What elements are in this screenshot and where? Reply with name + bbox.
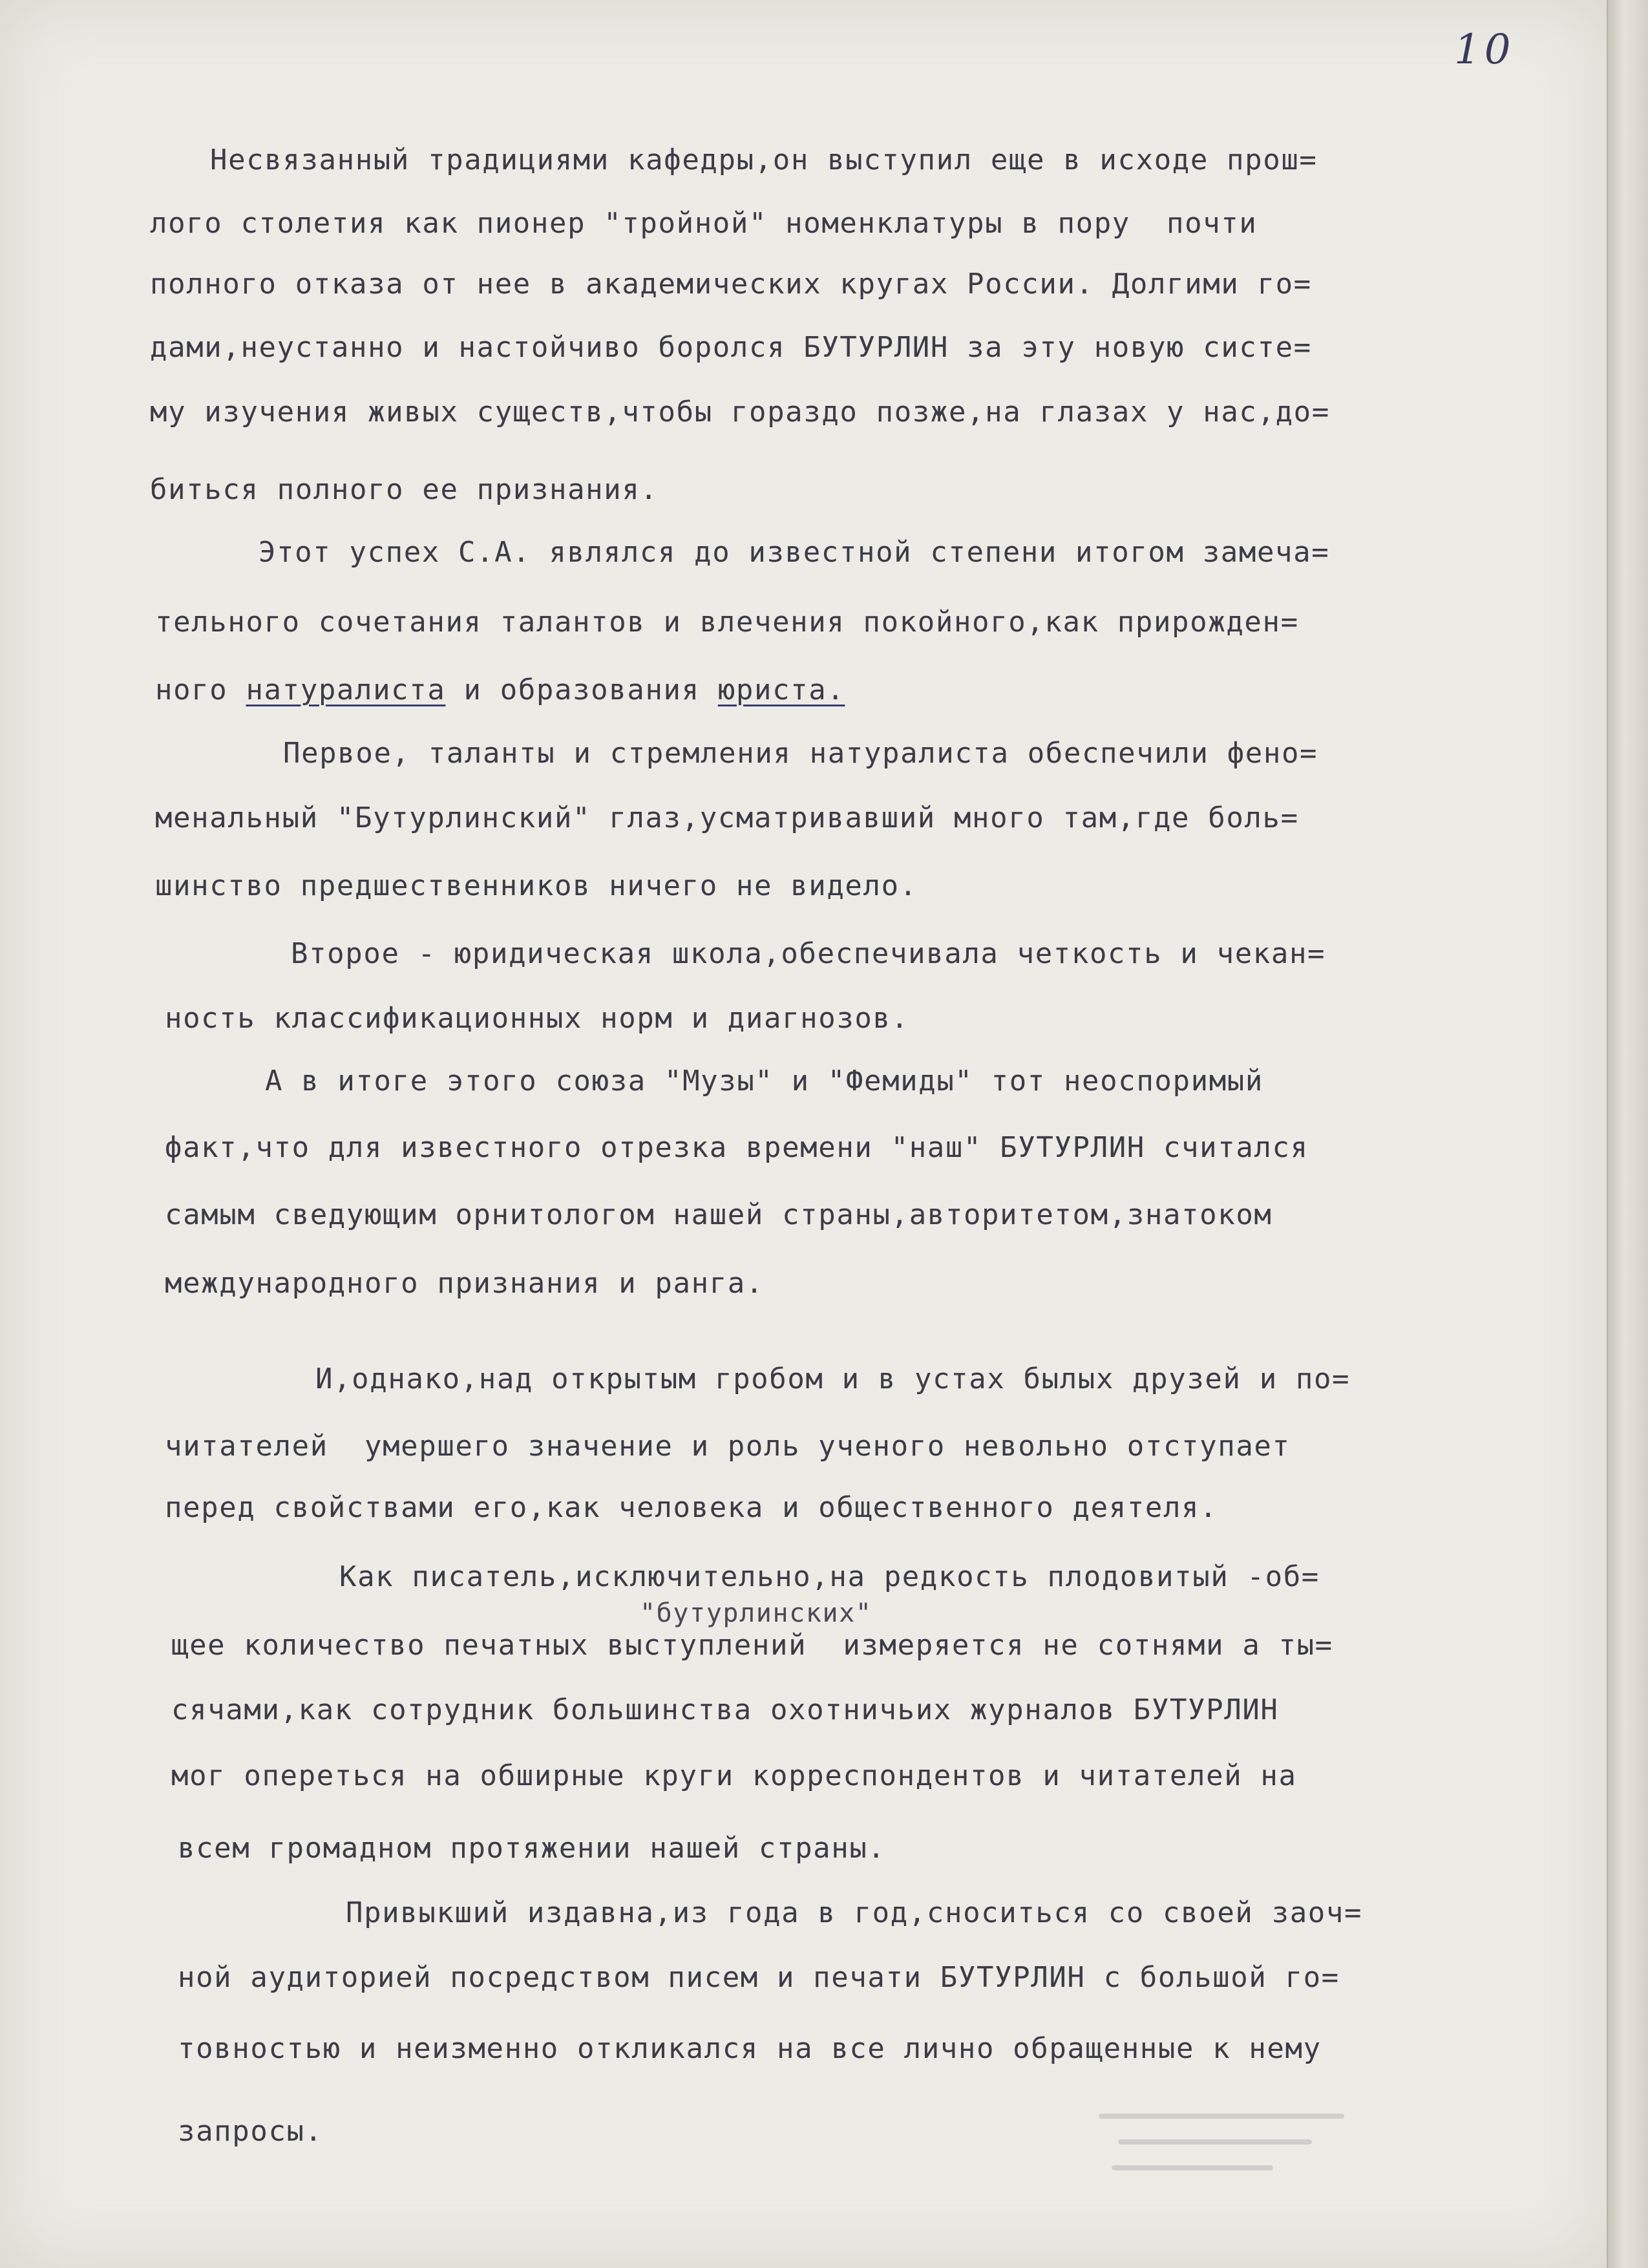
text-line: Этот успех С.А. являлся до известной степени итогом замеча= (259, 536, 1330, 569)
text-line: перед свойствами его,как человека и общественного деятеля. (165, 1491, 1218, 1524)
text-line: полного отказа от нее в академических кругах России. Долгими го= (150, 268, 1312, 301)
text-line: запросы. (178, 2115, 323, 2148)
stamp-mark (1112, 2165, 1273, 2170)
text-line: ной аудиторией посредством писем и печати БУТУРЛИН с большой го= (178, 1961, 1340, 1994)
text-line: факт,что для известного отрезка времени "наш" БУТУРЛИН считался (165, 1131, 1309, 1164)
underlined-word-lawyer: юриста. (717, 673, 845, 706)
text-line: ность классификационных норм и диагнозов. (165, 1002, 909, 1035)
text-line: мог опереться на обширные круги корреспондентов и читателей на (171, 1759, 1297, 1792)
text-line: Как писатель,исключительно,на редкость плодовитый -об= (339, 1560, 1320, 1593)
page-number: 10 (1454, 26, 1515, 74)
text-line: сячами,как сотрудник большинства охотничьих журналов БУТУРЛИН (171, 1693, 1279, 1726)
text-line: И,однако,над открытым гробом и в устах былых друзей и по= (315, 1362, 1351, 1395)
handwritten-insertion: "бутурлинских" (640, 1598, 872, 1628)
text-line: менальный "Бутурлинский" глаз,усматривавший много там,где боль= (155, 801, 1299, 834)
text-line: Второе - юридическая школа,обеспечивала четкость и чекан= (291, 937, 1326, 970)
text-line: Первое, таланты и стремления натуралиста обеспечили фено= (283, 737, 1318, 770)
text-line: лого столетия как пионер "тройной" номенклатуры в пору почти (150, 207, 1258, 240)
text-line: всем громадном протяжении нашей страны. (178, 1832, 886, 1865)
stamp-mark (1118, 2139, 1312, 2145)
text-line: тельного сочетания талантов и влечения покойного,как прирожден= (155, 606, 1299, 639)
text-line: А в итоге этого союза "Музы" и "Фемиды" тот неоспоримый (265, 1065, 1263, 1097)
text-segment: и образования (445, 673, 718, 706)
text-line: самым сведующим орнитологом нашей страны,авторитетом,знатоком (165, 1198, 1273, 1231)
text-line: Привыкший издавна,из года в год,сноситься со своей заоч= (346, 1896, 1363, 1929)
text-segment: ного (155, 673, 246, 706)
text-line: международного признания и ранга. (165, 1267, 764, 1300)
stamp-mark (1099, 2114, 1344, 2119)
underlined-word-naturalist: натуралиста (246, 673, 446, 706)
text-line: му изучения живых существ,чтобы гораздо позже,на глазах у нас,до= (150, 396, 1330, 429)
faded-stamp (1099, 2107, 1383, 2198)
text-line: читателей умершего значение и роль ученого невольно отступает (165, 1430, 1291, 1463)
text-line: Несвязанный традициями кафедры,он выступил еще в исходе прош= (210, 143, 1318, 176)
text-line: шинство предшественников ничего не видело. (155, 869, 918, 902)
text-line: биться полного ее признания. (150, 473, 659, 506)
text-line: товностью и неизменно откликался на все лично обращенные к нему (178, 2032, 1322, 2065)
text-line (155, 672, 845, 708)
text-line: дами,неустанно и настойчиво боролся БУТУРЛИН за эту новую систе= (150, 331, 1312, 364)
text-line: щее количество печатных выступлений измеряется не сотнями а ты= (171, 1629, 1333, 1662)
